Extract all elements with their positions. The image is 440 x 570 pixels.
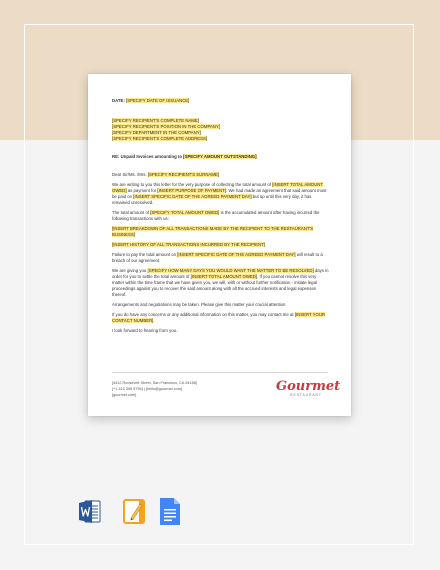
recipient-line: [SPECIFY RECIPIENT'S POSITION IN THE COMPANY] xyxy=(112,124,221,129)
footer-contact xyxy=(112,381,232,398)
recipient-line: [SPECIFY DEPARTMENT IN THE COMPANY] xyxy=(112,130,201,135)
pages-icon[interactable] xyxy=(123,498,145,525)
recipient-line: [SPECIFY RECIPIENT'S COMPLETE ADDRESS] xyxy=(112,136,208,141)
word-icon[interactable] xyxy=(79,498,101,525)
google-docs-icon[interactable] xyxy=(159,498,181,525)
subject-line: RE: Unpaid Invoices amounting to [SPECIFY AMOUNT OUTSTANDING] xyxy=(112,154,257,159)
footer-phone-email: [+1 415 355 5794] | [hello@gourmet.com] xyxy=(112,386,182,391)
footer-address: [4412 Roosevelt Street, San Francisco, CA 94158] xyxy=(112,381,197,385)
date-placeholder: [SPECIFY DATE OF ISSUANCE] xyxy=(126,98,190,103)
gourmet-logo xyxy=(276,379,341,397)
paragraph-3: [INSERT BREAKDOWN OF ALL TRANSACTIONS MADE BY THE RECIPIENT TO THE RESTAURANT'S BUSINESS] xyxy=(112,226,314,237)
closing: I look forward to hearing from you. xyxy=(112,328,178,333)
date-label: DATE: xyxy=(112,98,127,103)
logo-name: Gourmet xyxy=(276,379,341,394)
paragraph-7: Arrangements and negotiations may be taken. Please give this matter your crucial attention. xyxy=(112,302,287,307)
logo-subtitle: RESTAURANT xyxy=(290,393,322,397)
paragraph-1: We are writing to you this letter for the very purpose of collecting the total amount of [INSERT TOTAL AMOUNT OWED] as payment for [INSERT PURPOSE OF PAYMENT]. We had made an agreement that said amount must be paid on [INSERT SPECIFIC DATE OF THE AGREED PAYMENT DAY] but up until this very day, it has remained unresolved. xyxy=(112,182,327,205)
paragraph-2: The total amount of [SPECIFY TOTAL AMOUNT OWED] is the accumulated amount after having incurred the following transactions with us: xyxy=(112,210,320,221)
letter-body xyxy=(112,98,329,338)
footer-divider xyxy=(112,372,328,373)
paragraph-4: [INSERT HISTORY OF ALL TRANSACTIONS INCURRED BY THE RECIPIENT] xyxy=(112,242,265,247)
paragraph-5: Failure to pay the total amount on [INSERT SPECIFIC DATE OF THE AGREED PAYMENT DAY] will result to a breach of our agreement. xyxy=(112,252,323,263)
paragraph-6: We are giving you [SPECIFY HOW MANY DAYS YOU WOULD WANT THE MATTER TO BE RESOLVED] days in order for you to settle the total amount of [INSERT TOTAL AMOUNT OWED]. If you cannot resolve this very matter within the time frame that we have given you, we will, with or without further notification - initiate legal proceedings against you to recover the said amount along with all the accrued interests and legal expenses thereof. xyxy=(112,268,329,297)
greeting: Dear Sir/Ms. /Mrs. [SPECIFY RECIPIENT'S SURNAME] xyxy=(112,172,219,177)
recipient-line: [SPECIFY RECIPIENT'S COMPLETE NAME] xyxy=(112,118,199,123)
paragraph-8: If you do have any concerns or any additional information on this matter, you may contact me at [INSERT YOUR CONTACT NUMBER]. xyxy=(112,312,326,323)
letter-page xyxy=(88,74,351,416)
footer-website: [gourmet.com] xyxy=(112,392,137,397)
